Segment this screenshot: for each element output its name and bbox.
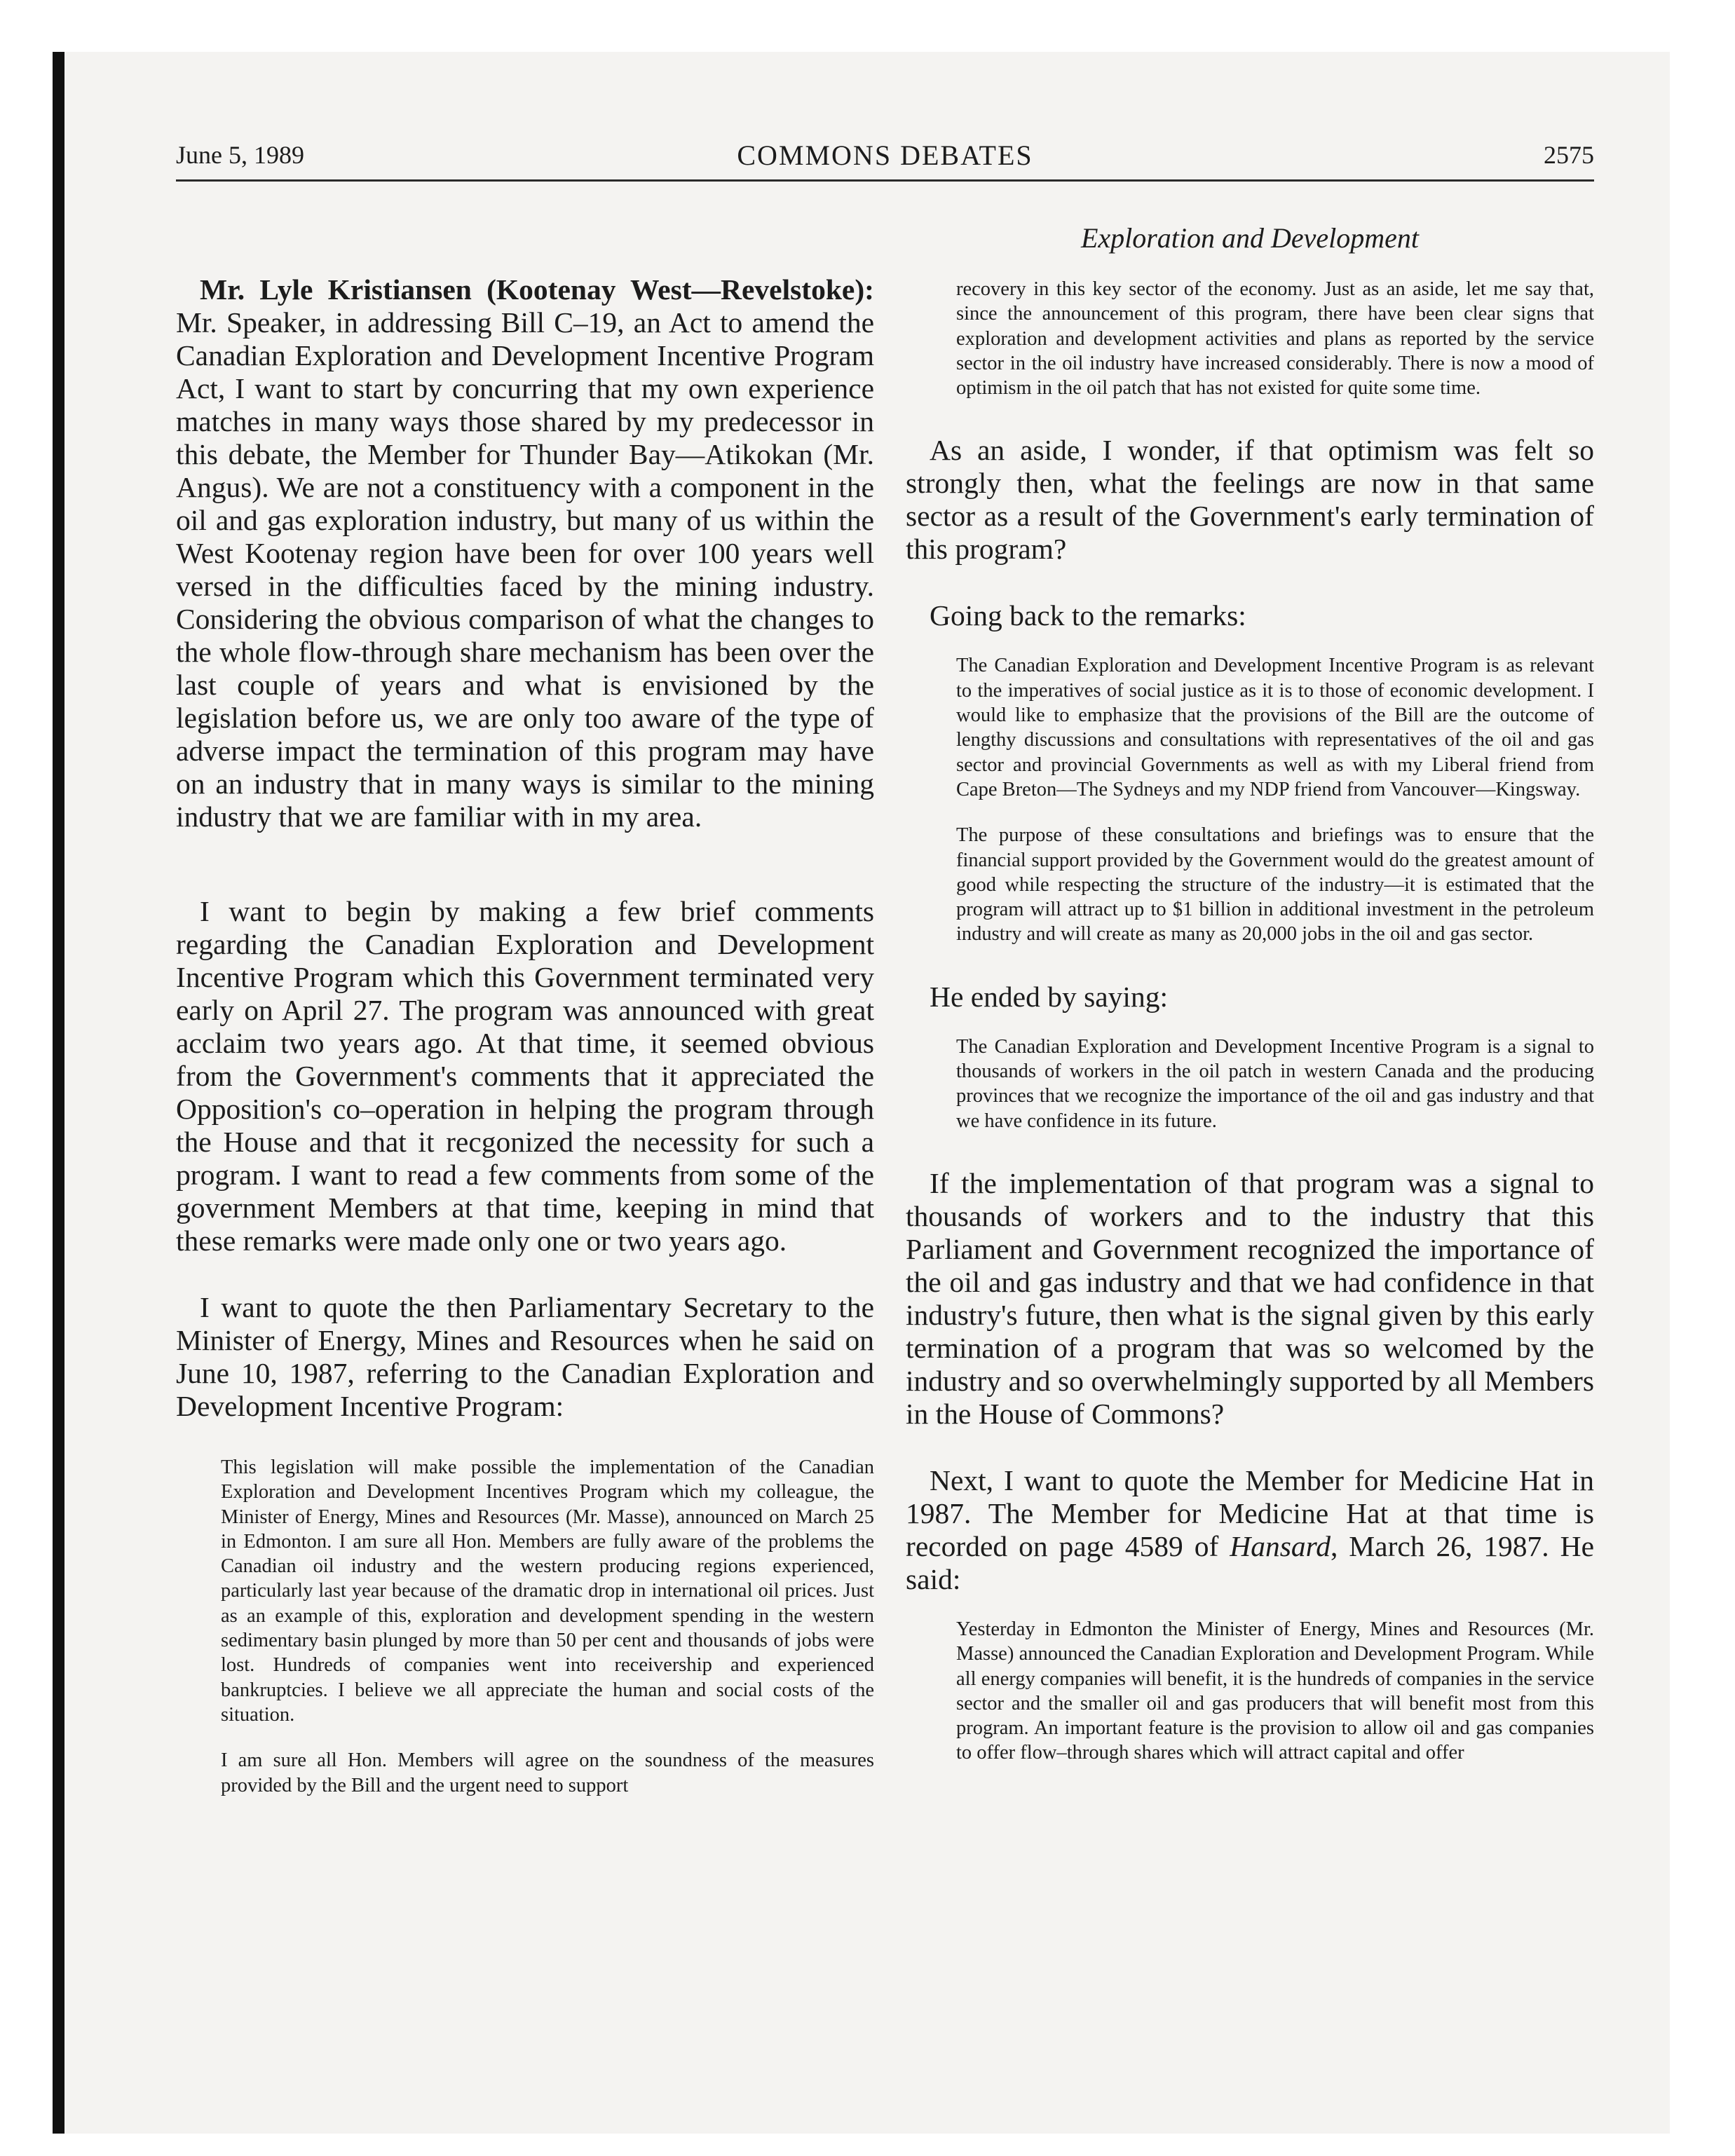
section-title: Exploration and Development [1080, 222, 1420, 254]
speech-paragraph-6: He ended by saying: [930, 980, 1168, 1013]
scan-edge-bar [53, 52, 64, 2134]
header-page-number: 2575 [1544, 141, 1594, 169]
speech-text-8b: , March 26, 1987. He said: [906, 1529, 1594, 1595]
quote-block-1: This legislation will make possible the implementation of the Canadian Exploration and Development Incentives Program which my colleague, the Minister of Energy, Mines and Resources (Mr. Masse), announced on March 25 in Edmonton. I am sure all Hon. Members are fully aware of the problems the Canadian oil industry and the western producing regions experienced, particularly last year because of the dramatic drop in international oil prices. Just as an example of this, exploration and development spending in the western sedimentary basin plunged by more than 50 per cent and thousands of jobs were lost. Hundreds of companies went into receivership and experienced bankruptcies. I believe we all appreciate the human and social costs of the situation. [221, 1456, 874, 1726]
speech-paragraph-5: Going back to the remarks: [930, 599, 1246, 632]
quote-block-6: The Canadian Exploration and Development Incentive Program is a signal to thousands of workers in the oil patch in western Canada and the producing provinces that we recognize the importance of the oil and gas industry and that we have confidence in its future. [956, 1035, 1594, 1132]
quote-block-3: recovery in this key sector of the economy. Just as an aside, let me say that, since the announcement of this program, there have been clear signs that exploration and development activities and plans as reported by the service sector in the oil industry have increased considerably. There is now a mood of optimism in the oil patch that has not existed for quite some time. [956, 278, 1594, 400]
speech-paragraph-1 [176, 273, 874, 833]
quote-block-5: The purpose of these consultations and briefings was to ensure that the financial support provided by the Government would do the greatest amount of good while respecting the structure of the industry—it is estimated that the program will attract up to $1 billion in additional investment in the petroleum industry and will create as many as 20,000 jobs in the oil and gas sector. [956, 824, 1594, 946]
hansard-title: Hansard [1230, 1529, 1331, 1562]
quote-block-7: Yesterday in Edmonton the Minister of Energy, Mines and Resources (Mr. Masse) announced the Canadian Exploration and Development Program. While all energy companies will benefit, it is the hundreds of companies in the service sector and the smaller oil and gas producers that will benefit most from this program. An important feature is the provision to allow oil and gas companies to offer flow–through shares which will attract capital and offer [956, 1618, 1594, 1764]
speech-paragraph-7: If the implementation of that program was a signal to thousands of workers and to the industry that this Parliament and Government recognized the importance of the oil and gas industry and that we had confidence in that industry's future, then what is the signal given by this early termination of a program that was so welcomed by the industry and so overwhelmingly supported by all Members in the House of Commons? [906, 1166, 1594, 1430]
quote-block-4: The Canadian Exploration and Development Incentive Program is as relevant to the imperatives of social justice as it is to those of economic development. I would like to emphasize that the provisions of the Bill are the outcome of lengthy discussions and consultations with representatives of the oil and gas sector and provincial Governments as well as with my Liberal friend from Cape Breton—The Sydneys and my NDP friend from Vancouver—Kingsway. [956, 655, 1594, 800]
speech-paragraph-2: I want to begin by making a few brief comments regarding the Canadian Exploration and Development Incentive Program which this Government terminated very early on April 27. The program was announced with great acclaim two years ago. At that time, it seemed obvious from the Government's comments that it appreciated the Opposition's co–operation in helping the program through the House and that it recgonized the necessity for such a program. I want to read a few comments from some of the government Members at that time, keeping in mind that these remarks were made only one or two years ago. [176, 895, 874, 1257]
right-column [906, 221, 1594, 1766]
speech-text-1: Mr. Speaker, in addressing Bill C–19, an Act to amend the Canadian Exploration and Development Incentive Program Act, I want to start by concurring that my own experience matches in many ways those shared by my predecessor in this debate, the Member for Thunder Bay—Atikokan (Mr. Angus). We are not a constituency with a component in the oil and gas exploration industry, but many of us within the West Kootenay region have been for over 100 years well versed in the difficulties faced by the mining industry. Considering the obvious comparison of what the changes to the whole flow-through share mechanism has been over the last couple of years and what is envisioned by the legislation before us, we are only too aware of the type of adverse impact the termination of this program may have on an industry that in many ways is similar to the mining industry that we are familiar with in my area. [176, 306, 874, 833]
header-title: COMMONS DEBATES [737, 139, 1033, 171]
left-column [176, 266, 874, 1798]
page-header [176, 137, 1594, 182]
speaker-name: Mr. Lyle Kristiansen (Kootenay West—Revelstoke): [200, 273, 874, 306]
speech-text-8a: Next, I want to quote the Member for Medicine Hat in 1987. The Member for Medicine Hat at that time is recorded on page 4589 of [906, 1464, 1594, 1562]
speech-paragraph-3: I want to quote the then Parliamentary Secretary to the Minister of Energy, Mines and Resources when he said on June 10, 1987, referring to the Canadian Exploration and Development Incentive Program: [176, 1291, 874, 1422]
quote-block-2: I am sure all Hon. Members will agree on the soundness of the measures provided by the Bill and the urgent need to support [221, 1749, 874, 1796]
header-date: June 5, 1989 [176, 141, 304, 169]
speech-paragraph-8 [906, 1464, 1594, 1596]
speech-paragraph-4: As an aside, I wonder, if that optimism was felt so strongly then, what the feelings are now in that same sector as a result of the Government's early termination of this program? [906, 434, 1594, 566]
